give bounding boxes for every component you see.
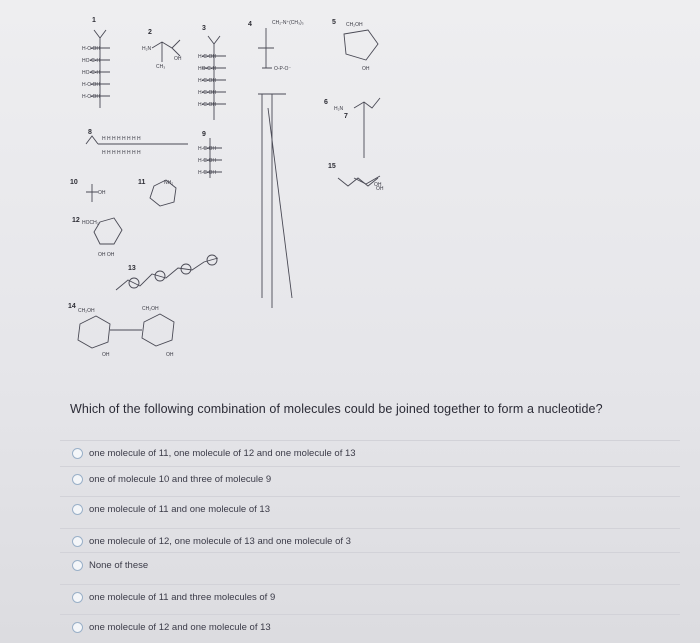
radio-button-icon[interactable] (72, 560, 83, 571)
svg-text:H-C-OH: H-C-OH (198, 102, 217, 108)
svg-text:H₂N: H₂N (142, 46, 152, 52)
molecule-number-5: 5 (332, 19, 336, 26)
answer-option-2[interactable] (60, 466, 680, 491)
svg-text:HO-C-H: HO-C-H (82, 58, 101, 64)
molecule-number-2: 2 (148, 29, 152, 36)
svg-text:H H H H H H H H: H H H H H H H H (102, 150, 141, 156)
answer-option-7[interactable] (60, 614, 680, 639)
svg-text:OH: OH (362, 66, 370, 72)
molecule-structures-figure (62, 8, 482, 366)
molecule-number-10: 10 (70, 179, 78, 186)
molecule-11-structure (150, 180, 176, 206)
svg-text:H-C-OH: H-C-OH (82, 94, 101, 100)
svg-text:HOCH₂: HOCH₂ (82, 220, 99, 226)
molecule-number-3: 3 (202, 25, 206, 32)
svg-text:CH₂OH: CH₂OH (78, 308, 95, 314)
molecule-number-11: 11 (138, 179, 146, 186)
molecule-10-structure (86, 184, 106, 202)
svg-text:H-C-OH: H-C-OH (198, 54, 217, 60)
svg-text:H H H H H H H H: H H H H H H H H (102, 136, 141, 142)
molecule-number-4: 4 (248, 21, 252, 28)
molecule-14-structure (78, 306, 174, 358)
molecule-number-14: 14 (68, 303, 76, 310)
svg-text:H-C-OH: H-C-OH (198, 170, 217, 176)
molecule-1-structure (82, 30, 110, 108)
answer-option-label: one molecule of 11 and one molecule of 13 (89, 503, 270, 515)
radio-button-icon[interactable] (72, 448, 83, 459)
radio-button-icon[interactable] (72, 536, 83, 547)
molecule-number-12: 12 (72, 217, 80, 224)
molecule-5-structure (344, 22, 378, 72)
molecule-3-structure (198, 36, 226, 120)
molecule-12-structure (82, 218, 122, 258)
svg-text:O-P-O⁻: O-P-O⁻ (274, 66, 292, 72)
answer-option-label: one molecule of 12, one molecule of 13 and one molecule of 3 (89, 535, 351, 547)
svg-text:OH: OH (374, 182, 382, 188)
svg-text:H-C-OH: H-C-OH (198, 78, 217, 84)
molecule-number-15: 15 (328, 163, 336, 170)
molecule-7-structure (334, 98, 382, 188)
svg-text:NH₂: NH₂ (164, 180, 174, 186)
molecule-8-structure (86, 136, 188, 156)
svg-text:HO-C-H: HO-C-H (198, 66, 217, 72)
svg-text:OH OH: OH OH (98, 252, 115, 258)
answer-option-5[interactable] (60, 552, 680, 577)
molecule-13-structure (116, 255, 218, 290)
molecule-2-structure (142, 40, 182, 70)
radio-button-icon[interactable] (72, 592, 83, 603)
svg-text:H-C-OH: H-C-OH (198, 158, 217, 164)
molecule-9-structure (198, 138, 222, 178)
molecule-number-8: 8 (88, 129, 92, 136)
svg-text:OH: OH (102, 352, 110, 358)
structures-drawing (62, 8, 482, 366)
svg-text:H-C-OH: H-C-OH (198, 146, 217, 152)
svg-text:H-C-OH: H-C-OH (198, 90, 217, 96)
svg-text:H-C-OH: H-C-OH (82, 82, 101, 88)
question-text: Which of the following combination of molecules could be joined together to form a nucleotide? (70, 402, 603, 416)
radio-button-icon[interactable] (72, 474, 83, 485)
answer-option-3[interactable] (60, 496, 680, 521)
molecule-number-13: 13 (128, 265, 136, 272)
answer-option-label: None of these (89, 559, 149, 571)
radio-button-icon[interactable] (72, 504, 83, 515)
svg-text:CH₂OH: CH₂OH (142, 306, 159, 312)
svg-text:OH: OH (376, 186, 384, 192)
answer-option-label: one of molecule 10 and three of molecule 9 (89, 473, 272, 485)
radio-button-icon[interactable] (72, 622, 83, 633)
molecule-number-7: 7 (344, 113, 348, 120)
answer-option-4[interactable] (60, 528, 680, 553)
svg-text:H₂N: H₂N (334, 106, 344, 112)
svg-text:CH₂OH: CH₂OH (346, 22, 363, 28)
molecule-number-1: 1 (92, 17, 96, 24)
svg-text:CH₃: CH₃ (156, 64, 166, 70)
svg-text:HO-C-H: HO-C-H (82, 70, 101, 76)
molecule-number-6: 6 (324, 99, 328, 106)
svg-text:CH₂-N⁺(CH₃)₃: CH₂-N⁺(CH₃)₃ (272, 20, 304, 26)
svg-text:OH: OH (98, 190, 106, 196)
molecule-4-structure (258, 20, 304, 308)
answer-option-label: one molecule of 11 and three molecules of 9 (89, 591, 276, 603)
svg-text:OH: OH (166, 352, 174, 358)
answer-option-label: one molecule of 12 and one molecule of 13 (89, 621, 271, 633)
svg-text:H-C-OH: H-C-OH (82, 46, 101, 52)
answer-option-6[interactable] (60, 584, 680, 609)
answer-option-label: one molecule of 11, one molecule of 12 and one molecule of 13 (89, 447, 356, 459)
svg-text:OH: OH (174, 56, 182, 62)
answer-option-1[interactable] (60, 440, 680, 465)
molecule-number-9: 9 (202, 131, 206, 138)
